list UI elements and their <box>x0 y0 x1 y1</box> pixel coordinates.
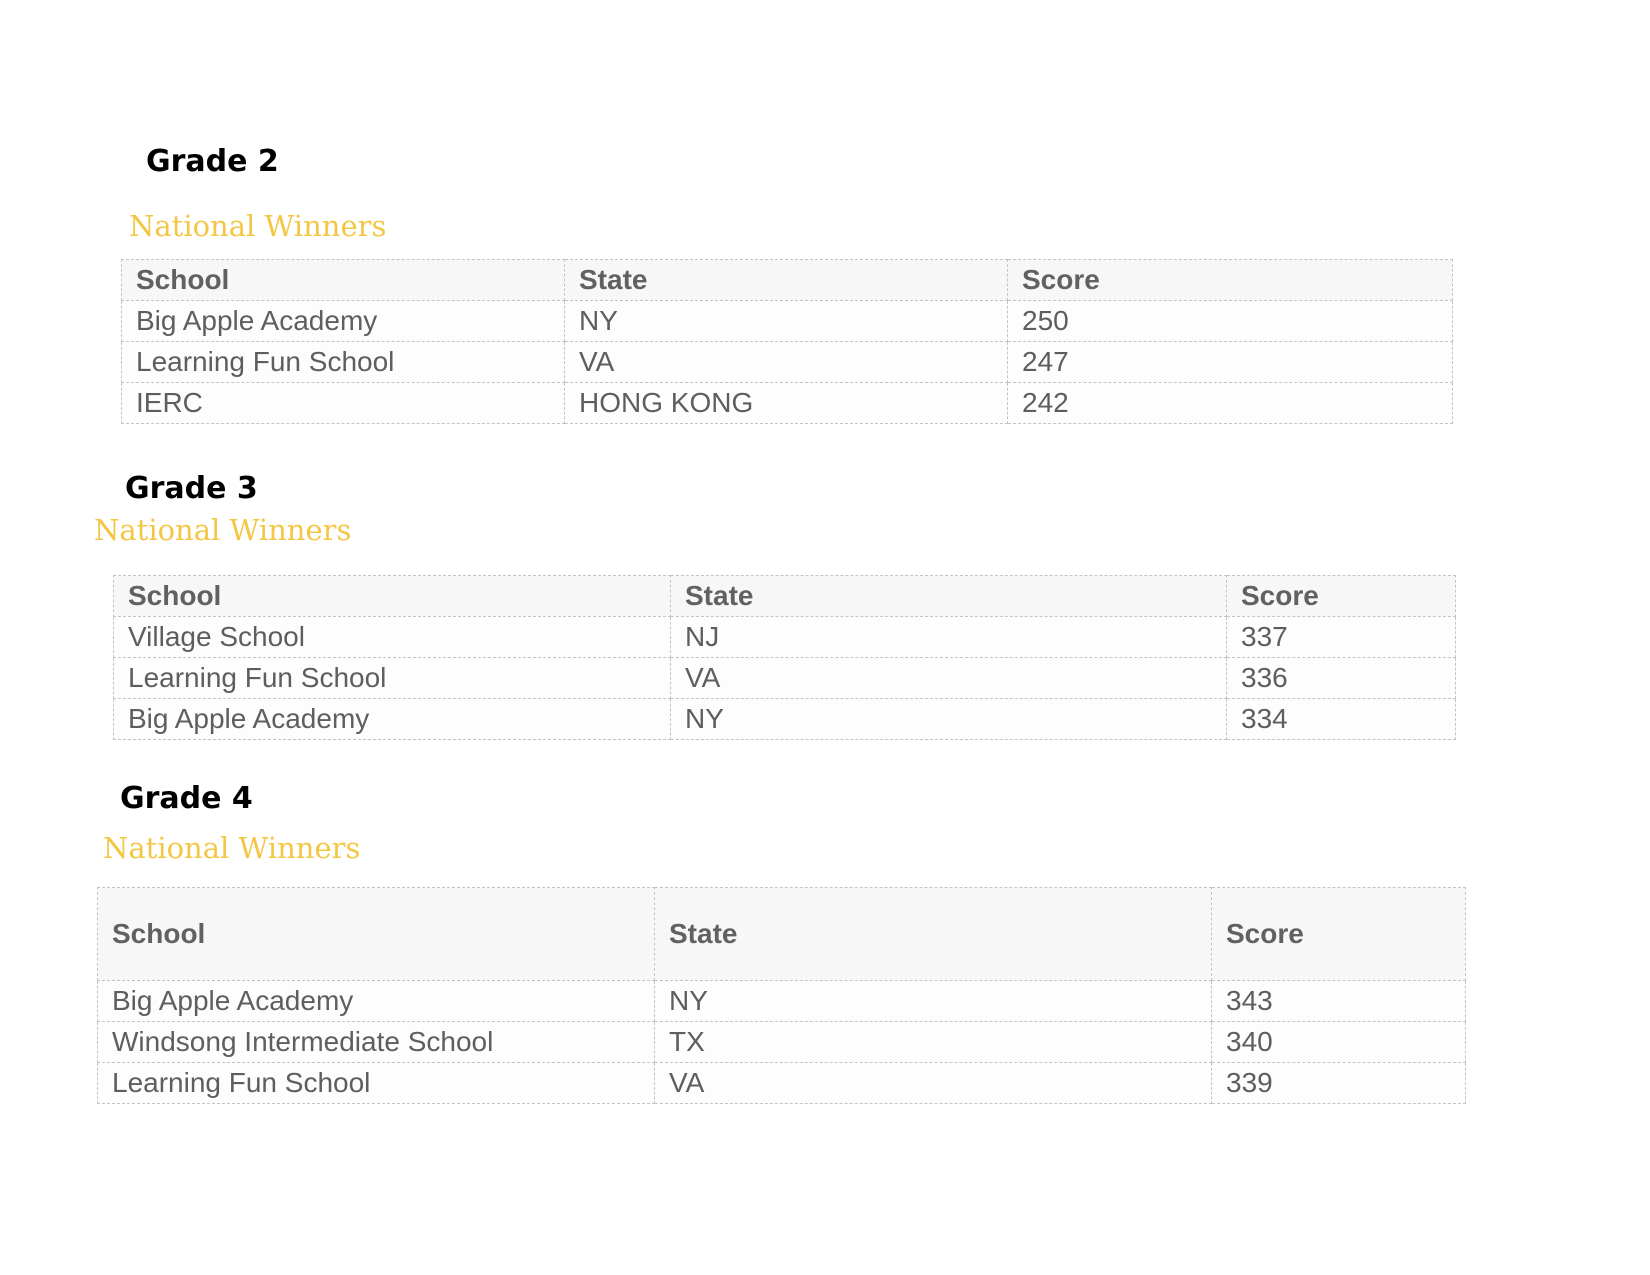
score-header: Score <box>1008 260 1453 301</box>
school-cell: Big Apple Academy <box>98 981 655 1022</box>
table-header-row <box>122 260 1453 301</box>
grade-2-subtitle: National Winners <box>129 209 387 243</box>
table-row <box>98 1022 1466 1063</box>
score-cell: 247 <box>1008 342 1453 383</box>
school-header: School <box>114 576 671 617</box>
table-header-row <box>114 576 1456 617</box>
score-cell: 242 <box>1008 383 1453 424</box>
score-cell: 340 <box>1212 1022 1466 1063</box>
table-header-row <box>98 888 1466 981</box>
table-row <box>114 658 1456 699</box>
school-header: School <box>98 888 655 981</box>
table-row <box>114 699 1456 740</box>
school-cell: Big Apple Academy <box>114 699 671 740</box>
state-header: State <box>655 888 1212 981</box>
score-cell: 336 <box>1227 658 1456 699</box>
state-cell: HONG KONG <box>565 383 1008 424</box>
state-cell: NJ <box>671 617 1227 658</box>
grade-4-table <box>97 887 1466 1104</box>
table-row <box>122 342 1453 383</box>
state-cell: NY <box>655 981 1212 1022</box>
state-cell: TX <box>655 1022 1212 1063</box>
score-cell: 343 <box>1212 981 1466 1022</box>
school-header: School <box>122 260 565 301</box>
table-row <box>122 301 1453 342</box>
grade-4-title: Grade 4 <box>120 781 253 816</box>
school-cell: Learning Fun School <box>114 658 671 699</box>
grade-4-subtitle: National Winners <box>103 831 361 865</box>
table-row <box>98 1063 1466 1104</box>
school-cell: Learning Fun School <box>122 342 565 383</box>
school-cell: Windsong Intermediate School <box>98 1022 655 1063</box>
state-header: State <box>565 260 1008 301</box>
state-cell: NY <box>565 301 1008 342</box>
table-row <box>122 383 1453 424</box>
score-cell: 339 <box>1212 1063 1466 1104</box>
grade-2-table <box>121 259 1453 424</box>
state-header: State <box>671 576 1227 617</box>
score-header: Score <box>1227 576 1456 617</box>
state-cell: NY <box>671 699 1227 740</box>
state-cell: VA <box>655 1063 1212 1104</box>
score-header: Score <box>1212 888 1466 981</box>
score-cell: 337 <box>1227 617 1456 658</box>
table-row <box>114 617 1456 658</box>
school-cell: Village School <box>114 617 671 658</box>
state-cell: VA <box>565 342 1008 383</box>
grade-3-title: Grade 3 <box>125 471 258 506</box>
school-cell: Big Apple Academy <box>122 301 565 342</box>
table-row <box>98 981 1466 1022</box>
grade-3-subtitle: National Winners <box>94 513 352 547</box>
score-cell: 334 <box>1227 699 1456 740</box>
state-cell: VA <box>671 658 1227 699</box>
school-cell: Learning Fun School <box>98 1063 655 1104</box>
score-cell: 250 <box>1008 301 1453 342</box>
school-cell: IERC <box>122 383 565 424</box>
grade-3-table <box>113 575 1456 740</box>
grade-2-title: Grade 2 <box>146 144 279 179</box>
